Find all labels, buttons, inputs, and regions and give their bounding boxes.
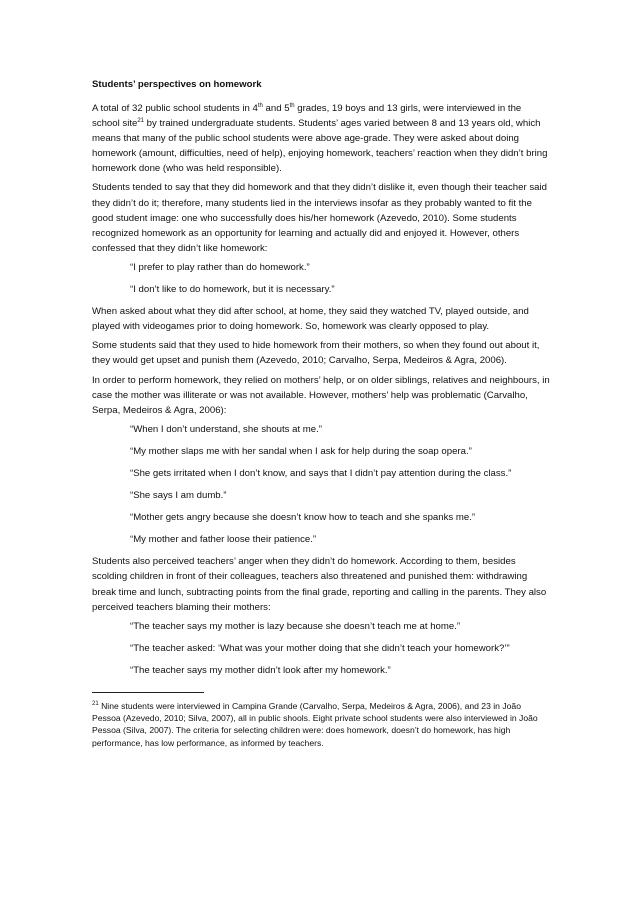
quote: “The teacher says my mother is lazy because she doesn’t teach me at home.” — [130, 620, 461, 632]
quote: “She gets irritated when I don’t know, and says that I didn’t pay attention during the class.” — [130, 467, 512, 479]
intro-text-c: grades, 19 boys and 13 girls, were interviewed in the school site — [92, 103, 522, 130]
footnote-divider — [92, 692, 204, 693]
quote: “She says I am dumb.” — [130, 490, 227, 502]
section-heading: Students’ perspectives on homework — [92, 79, 262, 90]
quote: “I don’t like to do homework, but it is necessary.” — [130, 284, 335, 296]
ordinal-sup: th — [289, 102, 295, 109]
quote: “My mother and father loose their patience.” — [130, 534, 317, 546]
quote: “Mother gets angry because she doesn’t know how to teach and she spanks me.” — [130, 512, 476, 524]
paragraph-teachers-anger: Students also perceived teachers’ anger when they didn’t do homework. According to them, besides scolding children in front of their colleagues, teachers also threatened and punished them: withdrawing break time and lunch, subtracting points from the final grade, reporting and calling in the parents. They also perceived teachers blaming their mothers: — [92, 556, 547, 613]
quote: “My mother slaps me with her sandal when I ask for help during the soap opera.” — [130, 445, 472, 457]
footnote — [92, 700, 550, 749]
quote: “The teacher says my mother didn’t look after my homework.” — [130, 664, 391, 676]
quote: “When I don’t understand, she shouts at me.” — [130, 423, 322, 435]
document-page — [92, 78, 550, 749]
paragraph-intro — [92, 101, 550, 176]
paragraph-mothers-help: In order to perform homework, they relied on mothers’ help, or on older siblings, relatives and neighbours, in case the mother was illiterate or was not available. However, mothers’ help was problematic (Carvalho, Serpa, Medeiros & Agra, 2006): — [92, 374, 550, 416]
paragraph-lying: Students tended to say that they did homework and that they didn’t dislike it, even though their teacher said they didn’t do it; therefore, many students lied in the interviews insofar as they probably wanted to fit the good student image: one who successfully does his/her homework (Azevedo, 2010). Some students recognized homework as an opportunity for learning and actually did and enjoyed it. However, others confessed that they didn’t like homework: — [92, 182, 547, 254]
quote: “The teacher asked: ‘What was your mother doing that she didn’t teach your homework?’” — [130, 642, 510, 654]
footnote-number: 21 — [92, 701, 99, 708]
intro-text-a: A total of 32 public school students in 4 — [92, 103, 258, 114]
intro-text-b: and 5 — [262, 103, 290, 114]
footnote-text: Nine students were interviewed in Campina Grande (Carvalho, Serpa, Medeiros & Agra, 2006), and 23 in João Pessoa (Azevedo, 2010; Silva, 2007), all in public shools. Eight private school students were also interviewed in João Pessoa (Silva, 2007). The criteria for selecting children were: does homework, doesn’t do homework, has high performance, has low performance, as informed by teachers. — [92, 701, 538, 748]
quote: “I prefer to play rather than do homework.” — [130, 261, 310, 273]
ordinal-sup: th — [257, 102, 263, 109]
footnote-ref[interactable]: 21 — [137, 117, 145, 124]
paragraph-after-school: When asked about what they did after school, at home, they said they watched TV, played outside, and played with videogames prior to doing homework. So, homework was clearly opposed to play. — [92, 306, 529, 333]
paragraph-hide-homework: Some students said that they used to hide homework from their mothers, so when they found out about it, they would get upset and punish them (Azevedo, 2010; Carvalho, Serpa, Medeiros & Agra, 2006). — [92, 340, 540, 367]
intro-text-d: by trained undergraduate students. Students’ ages varied between 8 and 13 years old, which means that many of the public school students were above age-grade. They were asked about doing homework (amount, difficulties, need of help), enjoying homework, teachers’ reaction when they didn’t bring homework done (who was held responsible). — [92, 118, 548, 175]
